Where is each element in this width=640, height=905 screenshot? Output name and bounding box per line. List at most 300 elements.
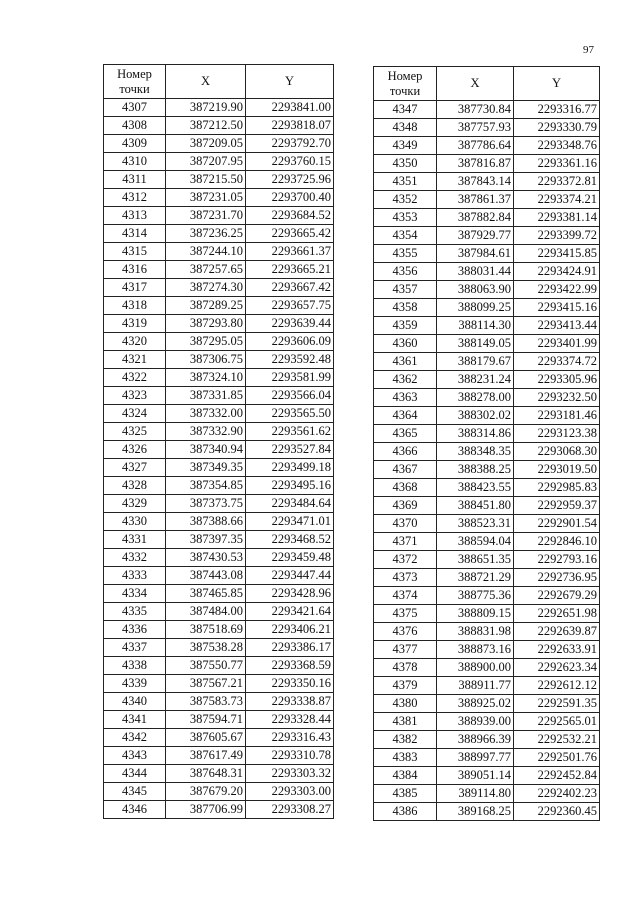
y-coordinate-cell: 2293657.75 <box>246 297 334 315</box>
table-row <box>374 371 600 389</box>
point-number-cell: 4350 <box>374 155 437 173</box>
coordinates-table-right <box>373 66 600 821</box>
point-number-cell: 4362 <box>374 371 437 389</box>
table-row <box>374 713 600 731</box>
point-number-cell: 4344 <box>104 765 166 783</box>
table-row <box>104 801 334 819</box>
point-number-cell: 4348 <box>374 119 437 137</box>
x-coordinate-cell: 388231.24 <box>437 371 514 389</box>
point-number-cell: 4311 <box>104 171 166 189</box>
y-coordinate-cell: 2293350.16 <box>246 675 334 693</box>
x-coordinate-cell: 388900.00 <box>437 659 514 677</box>
table-row <box>104 333 334 351</box>
table-row <box>374 389 600 407</box>
table-row <box>104 297 334 315</box>
table-row <box>374 533 600 551</box>
y-coordinate-cell: 2293328.44 <box>246 711 334 729</box>
table-row <box>104 621 334 639</box>
x-coordinate-cell: 387567.21 <box>166 675 246 693</box>
point-number-cell: 4330 <box>104 513 166 531</box>
table-row <box>104 153 334 171</box>
point-number-cell: 4331 <box>104 531 166 549</box>
table-row <box>374 551 600 569</box>
table-row <box>374 803 600 821</box>
y-coordinate-cell: 2293374.72 <box>514 353 600 371</box>
table-row <box>104 99 334 117</box>
x-coordinate-cell: 387465.85 <box>166 585 246 603</box>
table-row <box>374 479 600 497</box>
x-coordinate-cell: 387882.84 <box>437 209 514 227</box>
y-coordinate-cell: 2293424.91 <box>514 263 600 281</box>
point-number-cell: 4345 <box>104 783 166 801</box>
point-number-cell: 4332 <box>104 549 166 567</box>
x-coordinate-cell: 387861.37 <box>437 191 514 209</box>
header-point-number: Номер точки <box>374 67 437 101</box>
y-coordinate-cell: 2293348.76 <box>514 137 600 155</box>
x-coordinate-cell: 388314.86 <box>437 425 514 443</box>
y-coordinate-cell: 2293401.99 <box>514 335 600 353</box>
table-row <box>374 299 600 317</box>
point-number-cell: 4339 <box>104 675 166 693</box>
table-row <box>104 351 334 369</box>
x-coordinate-cell: 388149.05 <box>437 335 514 353</box>
y-coordinate-cell: 2293316.43 <box>246 729 334 747</box>
table-row <box>374 317 600 335</box>
table-row <box>104 513 334 531</box>
table-row <box>104 657 334 675</box>
x-coordinate-cell: 387231.70 <box>166 207 246 225</box>
point-number-cell: 4307 <box>104 99 166 117</box>
point-number-cell: 4376 <box>374 623 437 641</box>
point-number-cell: 4375 <box>374 605 437 623</box>
table-row <box>374 461 600 479</box>
point-number-cell: 4315 <box>104 243 166 261</box>
table-row <box>104 729 334 747</box>
x-coordinate-cell: 388831.98 <box>437 623 514 641</box>
y-coordinate-cell: 2293386.17 <box>246 639 334 657</box>
y-coordinate-cell: 2293368.59 <box>246 657 334 675</box>
table-row <box>104 711 334 729</box>
y-coordinate-cell: 2292639.87 <box>514 623 600 641</box>
x-coordinate-cell: 387373.75 <box>166 495 246 513</box>
header-x: X <box>437 67 514 101</box>
x-coordinate-cell: 387786.64 <box>437 137 514 155</box>
coordinates-table-left <box>103 64 334 819</box>
y-coordinate-cell: 2293415.16 <box>514 299 600 317</box>
point-number-cell: 4325 <box>104 423 166 441</box>
table-row <box>374 227 600 245</box>
x-coordinate-cell: 387594.71 <box>166 711 246 729</box>
x-coordinate-cell: 387388.66 <box>166 513 246 531</box>
y-coordinate-cell: 2293725.96 <box>246 171 334 189</box>
x-coordinate-cell: 387236.25 <box>166 225 246 243</box>
x-coordinate-cell: 388939.00 <box>437 713 514 731</box>
x-coordinate-cell: 388388.25 <box>437 461 514 479</box>
x-coordinate-cell: 387730.84 <box>437 101 514 119</box>
table-row <box>374 407 600 425</box>
table-row <box>374 623 600 641</box>
x-coordinate-cell: 387332.90 <box>166 423 246 441</box>
table-row <box>374 587 600 605</box>
y-coordinate-cell: 2292623.34 <box>514 659 600 677</box>
point-number-cell: 4368 <box>374 479 437 497</box>
table-row <box>104 783 334 801</box>
point-number-cell: 4378 <box>374 659 437 677</box>
y-coordinate-cell: 2293700.40 <box>246 189 334 207</box>
table-row <box>104 549 334 567</box>
x-coordinate-cell: 388099.25 <box>437 299 514 317</box>
y-coordinate-cell: 2293818.07 <box>246 117 334 135</box>
y-coordinate-cell: 2293499.18 <box>246 459 334 477</box>
x-coordinate-cell: 388302.02 <box>437 407 514 425</box>
y-coordinate-cell: 2292402.23 <box>514 785 600 803</box>
table-row <box>104 135 334 153</box>
y-coordinate-cell: 2293303.00 <box>246 783 334 801</box>
x-coordinate-cell: 388911.77 <box>437 677 514 695</box>
y-coordinate-cell: 2293181.46 <box>514 407 600 425</box>
point-number-cell: 4337 <box>104 639 166 657</box>
header-x: X <box>166 65 246 99</box>
table-row <box>104 243 334 261</box>
x-coordinate-cell: 387648.31 <box>166 765 246 783</box>
table-row <box>374 749 600 767</box>
y-coordinate-cell: 2293310.78 <box>246 747 334 765</box>
header-y: Y <box>514 67 600 101</box>
y-coordinate-cell: 2293792.70 <box>246 135 334 153</box>
y-coordinate-cell: 2293232.50 <box>514 389 600 407</box>
table-header-row <box>374 67 600 101</box>
table-row <box>104 225 334 243</box>
y-coordinate-cell: 2293338.87 <box>246 693 334 711</box>
y-coordinate-cell: 2293606.09 <box>246 333 334 351</box>
x-coordinate-cell: 388775.36 <box>437 587 514 605</box>
table-row <box>104 459 334 477</box>
y-coordinate-cell: 2292651.98 <box>514 605 600 623</box>
point-number-cell: 4313 <box>104 207 166 225</box>
point-number-cell: 4369 <box>374 497 437 515</box>
x-coordinate-cell: 387583.73 <box>166 693 246 711</box>
point-number-cell: 4385 <box>374 785 437 803</box>
x-coordinate-cell: 387289.25 <box>166 297 246 315</box>
table-row <box>104 639 334 657</box>
y-coordinate-cell: 2292633.91 <box>514 641 600 659</box>
table-row <box>104 171 334 189</box>
x-coordinate-cell: 387354.85 <box>166 477 246 495</box>
y-coordinate-cell: 2292612.12 <box>514 677 600 695</box>
y-coordinate-cell: 2293495.16 <box>246 477 334 495</box>
point-number-cell: 4356 <box>374 263 437 281</box>
point-number-cell: 4334 <box>104 585 166 603</box>
y-coordinate-cell: 2293841.00 <box>246 99 334 117</box>
x-coordinate-cell: 388063.90 <box>437 281 514 299</box>
y-coordinate-cell: 2293760.15 <box>246 153 334 171</box>
point-number-cell: 4333 <box>104 567 166 585</box>
y-coordinate-cell: 2293471.01 <box>246 513 334 531</box>
table-row <box>374 731 600 749</box>
table-row <box>374 695 600 713</box>
header-point-number: Номер точки <box>104 65 166 99</box>
table-row <box>374 335 600 353</box>
table-row <box>374 767 600 785</box>
y-coordinate-cell: 2292846.10 <box>514 533 600 551</box>
point-number-cell: 4360 <box>374 335 437 353</box>
x-coordinate-cell: 387295.05 <box>166 333 246 351</box>
point-number-cell: 4310 <box>104 153 166 171</box>
x-coordinate-cell: 389114.80 <box>437 785 514 803</box>
table-row <box>374 281 600 299</box>
table-row <box>104 117 334 135</box>
x-coordinate-cell: 388651.35 <box>437 551 514 569</box>
x-coordinate-cell: 387207.95 <box>166 153 246 171</box>
table-row <box>374 569 600 587</box>
y-coordinate-cell: 2293374.21 <box>514 191 600 209</box>
header-y: Y <box>246 65 334 99</box>
x-coordinate-cell: 387538.28 <box>166 639 246 657</box>
y-coordinate-cell: 2292793.16 <box>514 551 600 569</box>
point-number-cell: 4326 <box>104 441 166 459</box>
table-row <box>374 515 600 533</box>
point-number-cell: 4367 <box>374 461 437 479</box>
point-number-cell: 4358 <box>374 299 437 317</box>
x-coordinate-cell: 387443.08 <box>166 567 246 585</box>
y-coordinate-cell: 2293372.81 <box>514 173 600 191</box>
table-row <box>104 315 334 333</box>
y-coordinate-cell: 2293305.96 <box>514 371 600 389</box>
table-row <box>104 675 334 693</box>
table-row <box>104 585 334 603</box>
page-number: 97 <box>583 44 594 56</box>
point-number-cell: 4320 <box>104 333 166 351</box>
y-coordinate-cell: 2293667.42 <box>246 279 334 297</box>
table-row <box>104 423 334 441</box>
x-coordinate-cell: 387484.00 <box>166 603 246 621</box>
x-coordinate-cell: 387257.65 <box>166 261 246 279</box>
point-number-cell: 4328 <box>104 477 166 495</box>
x-coordinate-cell: 387215.50 <box>166 171 246 189</box>
y-coordinate-cell: 2293566.04 <box>246 387 334 405</box>
point-number-cell: 4314 <box>104 225 166 243</box>
y-coordinate-cell: 2293361.16 <box>514 155 600 173</box>
y-coordinate-cell: 2293421.64 <box>246 603 334 621</box>
x-coordinate-cell: 388809.15 <box>437 605 514 623</box>
x-coordinate-cell: 388348.35 <box>437 443 514 461</box>
x-coordinate-cell: 387244.10 <box>166 243 246 261</box>
table-row <box>104 765 334 783</box>
x-coordinate-cell: 387397.35 <box>166 531 246 549</box>
point-number-cell: 4316 <box>104 261 166 279</box>
table-row <box>104 567 334 585</box>
table-row <box>104 531 334 549</box>
point-number-cell: 4323 <box>104 387 166 405</box>
x-coordinate-cell: 387816.87 <box>437 155 514 173</box>
y-coordinate-cell: 2292985.83 <box>514 479 600 497</box>
point-number-cell: 4361 <box>374 353 437 371</box>
y-coordinate-cell: 2293422.99 <box>514 281 600 299</box>
point-number-cell: 4349 <box>374 137 437 155</box>
y-coordinate-cell: 2292736.95 <box>514 569 600 587</box>
table-row <box>374 263 600 281</box>
x-coordinate-cell: 388179.67 <box>437 353 514 371</box>
point-number-cell: 4353 <box>374 209 437 227</box>
x-coordinate-cell: 387293.80 <box>166 315 246 333</box>
x-coordinate-cell: 388451.80 <box>437 497 514 515</box>
x-coordinate-cell: 387757.93 <box>437 119 514 137</box>
y-coordinate-cell: 2293406.21 <box>246 621 334 639</box>
point-number-cell: 4380 <box>374 695 437 713</box>
x-coordinate-cell: 388997.77 <box>437 749 514 767</box>
x-coordinate-cell: 388278.00 <box>437 389 514 407</box>
x-coordinate-cell: 387929.77 <box>437 227 514 245</box>
x-coordinate-cell: 387231.05 <box>166 189 246 207</box>
y-coordinate-cell: 2293561.62 <box>246 423 334 441</box>
y-coordinate-cell: 2293484.64 <box>246 495 334 513</box>
x-coordinate-cell: 387679.20 <box>166 783 246 801</box>
point-number-cell: 4364 <box>374 407 437 425</box>
y-coordinate-cell: 2293330.79 <box>514 119 600 137</box>
table-row <box>374 173 600 191</box>
point-number-cell: 4363 <box>374 389 437 407</box>
x-coordinate-cell: 388873.16 <box>437 641 514 659</box>
y-coordinate-cell: 2292901.54 <box>514 515 600 533</box>
table-row <box>104 747 334 765</box>
table-row <box>374 497 600 515</box>
table-row <box>104 495 334 513</box>
x-coordinate-cell: 388114.30 <box>437 317 514 335</box>
y-coordinate-cell: 2292452.84 <box>514 767 600 785</box>
table-row <box>374 155 600 173</box>
y-coordinate-cell: 2293459.48 <box>246 549 334 567</box>
point-number-cell: 4379 <box>374 677 437 695</box>
point-number-cell: 4372 <box>374 551 437 569</box>
y-coordinate-cell: 2293565.50 <box>246 405 334 423</box>
table-header-row <box>104 65 334 99</box>
point-number-cell: 4373 <box>374 569 437 587</box>
table-row <box>374 677 600 695</box>
x-coordinate-cell: 388523.31 <box>437 515 514 533</box>
point-number-cell: 4346 <box>104 801 166 819</box>
point-number-cell: 4327 <box>104 459 166 477</box>
x-coordinate-cell: 388594.04 <box>437 533 514 551</box>
y-coordinate-cell: 2293447.44 <box>246 567 334 585</box>
table-row <box>374 209 600 227</box>
point-number-cell: 4318 <box>104 297 166 315</box>
table-row <box>374 785 600 803</box>
x-coordinate-cell: 387324.10 <box>166 369 246 387</box>
point-number-cell: 4321 <box>104 351 166 369</box>
point-number-cell: 4374 <box>374 587 437 605</box>
point-number-cell: 4359 <box>374 317 437 335</box>
table-row <box>104 477 334 495</box>
y-coordinate-cell: 2292959.37 <box>514 497 600 515</box>
y-coordinate-cell: 2293527.84 <box>246 441 334 459</box>
y-coordinate-cell: 2293316.77 <box>514 101 600 119</box>
point-number-cell: 4386 <box>374 803 437 821</box>
point-number-cell: 4370 <box>374 515 437 533</box>
table-row <box>374 425 600 443</box>
point-number-cell: 4341 <box>104 711 166 729</box>
point-number-cell: 4324 <box>104 405 166 423</box>
x-coordinate-cell: 388721.29 <box>437 569 514 587</box>
table-row <box>374 641 600 659</box>
y-coordinate-cell: 2293068.30 <box>514 443 600 461</box>
y-coordinate-cell: 2293428.96 <box>246 585 334 603</box>
y-coordinate-cell: 2292532.21 <box>514 731 600 749</box>
point-number-cell: 4340 <box>104 693 166 711</box>
table-row <box>374 119 600 137</box>
point-number-cell: 4317 <box>104 279 166 297</box>
y-coordinate-cell: 2293468.52 <box>246 531 334 549</box>
x-coordinate-cell: 388966.39 <box>437 731 514 749</box>
y-coordinate-cell: 2292360.45 <box>514 803 600 821</box>
x-coordinate-cell: 387219.90 <box>166 99 246 117</box>
x-coordinate-cell: 387212.50 <box>166 117 246 135</box>
point-number-cell: 4343 <box>104 747 166 765</box>
table-row <box>104 207 334 225</box>
x-coordinate-cell: 388423.55 <box>437 479 514 497</box>
table-row <box>374 443 600 461</box>
x-coordinate-cell: 387518.69 <box>166 621 246 639</box>
table-row <box>374 605 600 623</box>
point-number-cell: 4312 <box>104 189 166 207</box>
x-coordinate-cell: 387349.35 <box>166 459 246 477</box>
point-number-cell: 4352 <box>374 191 437 209</box>
table-row <box>104 441 334 459</box>
y-coordinate-cell: 2293661.37 <box>246 243 334 261</box>
point-number-cell: 4338 <box>104 657 166 675</box>
table-row <box>374 191 600 209</box>
point-number-cell: 4382 <box>374 731 437 749</box>
table-row <box>374 659 600 677</box>
table-row <box>104 189 334 207</box>
y-coordinate-cell: 2293684.52 <box>246 207 334 225</box>
x-coordinate-cell: 389168.25 <box>437 803 514 821</box>
point-number-cell: 4308 <box>104 117 166 135</box>
x-coordinate-cell: 387984.61 <box>437 245 514 263</box>
table-row <box>104 603 334 621</box>
table-row <box>104 693 334 711</box>
y-coordinate-cell: 2293592.48 <box>246 351 334 369</box>
point-number-cell: 4384 <box>374 767 437 785</box>
x-coordinate-cell: 388031.44 <box>437 263 514 281</box>
point-number-cell: 4377 <box>374 641 437 659</box>
table-row <box>104 369 334 387</box>
point-number-cell: 4366 <box>374 443 437 461</box>
y-coordinate-cell: 2292679.29 <box>514 587 600 605</box>
x-coordinate-cell: 388925.02 <box>437 695 514 713</box>
x-coordinate-cell: 387209.05 <box>166 135 246 153</box>
point-number-cell: 4309 <box>104 135 166 153</box>
table-row <box>104 387 334 405</box>
y-coordinate-cell: 2293665.42 <box>246 225 334 243</box>
y-coordinate-cell: 2292591.35 <box>514 695 600 713</box>
x-coordinate-cell: 387617.49 <box>166 747 246 765</box>
x-coordinate-cell: 387430.53 <box>166 549 246 567</box>
x-coordinate-cell: 387306.75 <box>166 351 246 369</box>
point-number-cell: 4351 <box>374 173 437 191</box>
table-row <box>374 353 600 371</box>
y-coordinate-cell: 2293303.32 <box>246 765 334 783</box>
y-coordinate-cell: 2293381.14 <box>514 209 600 227</box>
x-coordinate-cell: 387332.00 <box>166 405 246 423</box>
x-coordinate-cell: 387605.67 <box>166 729 246 747</box>
table-row <box>374 101 600 119</box>
point-number-cell: 4347 <box>374 101 437 119</box>
point-number-cell: 4383 <box>374 749 437 767</box>
point-number-cell: 4329 <box>104 495 166 513</box>
y-coordinate-cell: 2293308.27 <box>246 801 334 819</box>
point-number-cell: 4365 <box>374 425 437 443</box>
point-number-cell: 4371 <box>374 533 437 551</box>
